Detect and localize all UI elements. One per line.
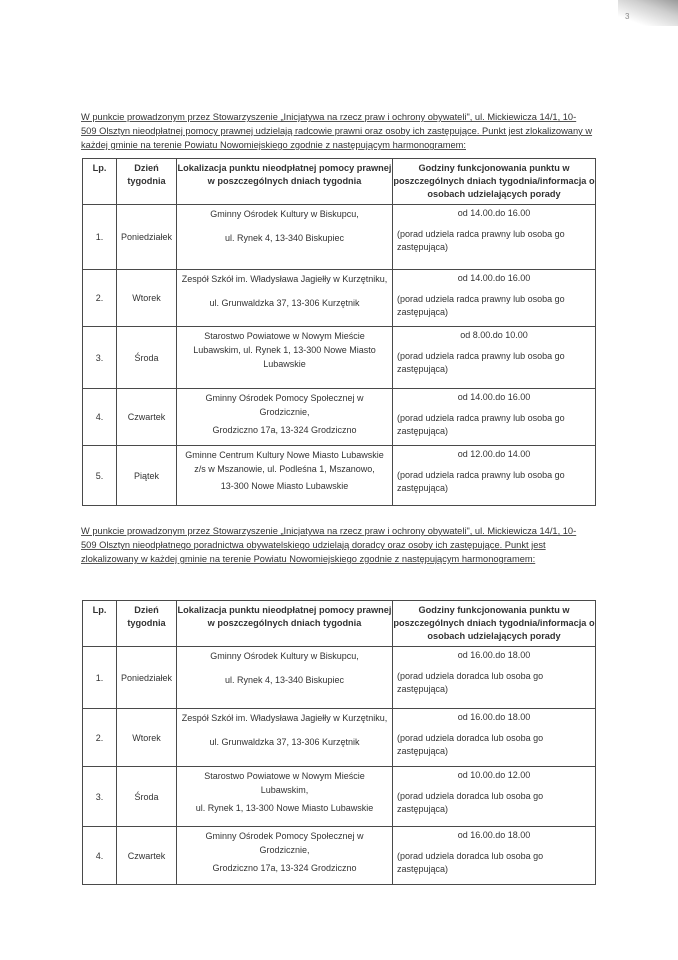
header-location: Lokalizacja punktu nieodpłatnej pomocy prawnej w poszczególnych dniach tygodnia [177,601,393,647]
intro-line: 509 Olsztyn nieodpłatnego poradnictwa obywatelskiego udzielają doradcy oraz osoby ich zastępujące. Punkt jest [81,540,546,550]
row-location: Starostwo Powiatowe w Nowym Mieście Lubawskim, ul. Rynek 1, 13-300 Nowe Miasto Lubawskie [177,767,393,827]
row-lp: 3. [83,327,117,389]
table-row [83,647,596,709]
row-day: Poniedziałek [117,205,177,270]
row-day: Poniedziałek [117,647,177,709]
row-hours: od 14.00.do 16.00 (porad udziela radca prawny lub osoba go zastępująca) [393,389,596,446]
table-row [83,446,596,506]
table-row [83,270,596,327]
intro-line: 509 Olsztyn nieodpłatnej pomocy prawnej udzielają radcowie prawni oraz osoby ich zastępujące. Punkt jest zlokalizowany w [81,126,593,136]
schedule-table-civic-advice [82,600,596,885]
corner-mark: 3 [625,12,630,21]
row-location: Gminny Ośrodek Kultury w Biskupcu, ul. Rynek 4, 13-340 Biskupiec [177,647,393,709]
row-lp: 3. [83,767,117,827]
row-hours: od 12.00.do 14.00 (porad udziela radca prawny lub osoba go zastępująca) [393,446,596,506]
row-location: Starostwo Powiatowe w Nowym Mieście Lubawskim, ul. Rynek 1, 13-300 Nowe Miasto Lubawskie [177,327,393,389]
row-hours: od 16.00.do 18.00 (porad udziela doradca lub osoba go zastępująca) [393,827,596,885]
row-lp: 4. [83,827,117,885]
row-location: Zespół Szkół im. Władysława Jagiełły w Kurzętniku, ul. Grunwaldzka 37, 13-306 Kurzętnik [177,709,393,767]
row-lp: 4. [83,389,117,446]
row-day: Środa [117,327,177,389]
header-lp: Lp. [83,601,117,647]
row-lp: 2. [83,709,117,767]
section1-intro [81,110,599,152]
row-day: Wtorek [117,709,177,767]
table-header-row [83,601,596,647]
section2-intro [81,524,599,566]
table-row [83,709,596,767]
intro-line: każdej gminie na terenie Powiatu Nowomiejskiego zgodnie z następującym harmonogramem: [81,140,466,150]
row-hours: od 10.00.do 12.00 (porad udziela doradca lub osoba go zastępująca) [393,767,596,827]
row-location: Gminny Ośrodek Kultury w Biskupcu, ul. Rynek 4, 13-340 Biskupiec [177,205,393,270]
header-day: Dzień tygodnia [117,159,177,205]
row-location: Gminny Ośrodek Pomocy Społecznej w Grodzicznie, Grodziczno 17a, 13-324 Grodziczno [177,389,393,446]
header-hours: Godziny funkcjonowania punktu w poszczególnych dniach tygodnia/informacja o osobach udzielających porady [393,159,596,205]
table-row [83,827,596,885]
row-hours: od 8.00.do 10.00 (porad udziela radca prawny lub osoba go zastępująca) [393,327,596,389]
header-day: Dzień tygodnia [117,601,177,647]
header-lp: Lp. [83,159,117,205]
table-row [83,327,596,389]
intro-line: W punkcie prowadzonym przez Stowarzyszenie „Inicjatywa na rzecz praw i ochrony obywateli", ul. Mickiewicza 14/1, 10- [81,112,577,122]
row-location: Zespół Szkół im. Władysława Jagiełły w Kurzętniku, ul. Grunwaldzka 37, 13-306 Kurzętnik [177,270,393,327]
row-hours: od 14.00.do 16.00 (porad udziela radca prawny lub osoba go zastępująca) [393,270,596,327]
table-header-row [83,159,596,205]
schedule-table-legal-aid [82,158,596,506]
header-location: Lokalizacja punktu nieodpłatnej pomocy prawnej w poszczególnych dniach tygodnia [177,159,393,205]
table-row [83,389,596,446]
intro-line: zlokalizowany w każdej gminie na terenie Powiatu Nowomiejskiego zgodnie z następującym harmonogramem: [81,554,536,564]
row-day: Środa [117,767,177,827]
row-location: Gminne Centrum Kultury Nowe Miasto Lubawskie z/s w Mszanowie, ul. Podleśna 1, Mszanowo, 13-300 Nowe Miasto Lubawskie [177,446,393,506]
row-day: Piątek [117,446,177,506]
row-lp: 1. [83,647,117,709]
row-hours: od 16.00.do 18.00 (porad udziela doradca lub osoba go zastępująca) [393,647,596,709]
row-day: Czwartek [117,389,177,446]
row-lp: 1. [83,205,117,270]
row-hours: od 14.00.do 16.00 (porad udziela radca prawny lub osoba go zastępująca) [393,205,596,270]
row-lp: 2. [83,270,117,327]
row-lp: 5. [83,446,117,506]
header-hours: Godziny funkcjonowania punktu w poszczególnych dniach tygodnia/informacja o osobach udzielających porady [393,601,596,647]
row-location: Gminny Ośrodek Pomocy Społecznej w Grodzicznie, Grodziczno 17a, 13-324 Grodziczno [177,827,393,885]
row-hours: od 16.00.do 18.00 (porad udziela doradca lub osoba go zastępująca) [393,709,596,767]
intro-line: W punkcie prowadzonym przez Stowarzyszenie „Inicjatywa na rzecz praw i ochrony obywateli", ul. Mickiewicza 14/1, 10- [81,526,577,536]
table-row [83,205,596,270]
row-day: Czwartek [117,827,177,885]
row-day: Wtorek [117,270,177,327]
table-row [83,767,596,827]
